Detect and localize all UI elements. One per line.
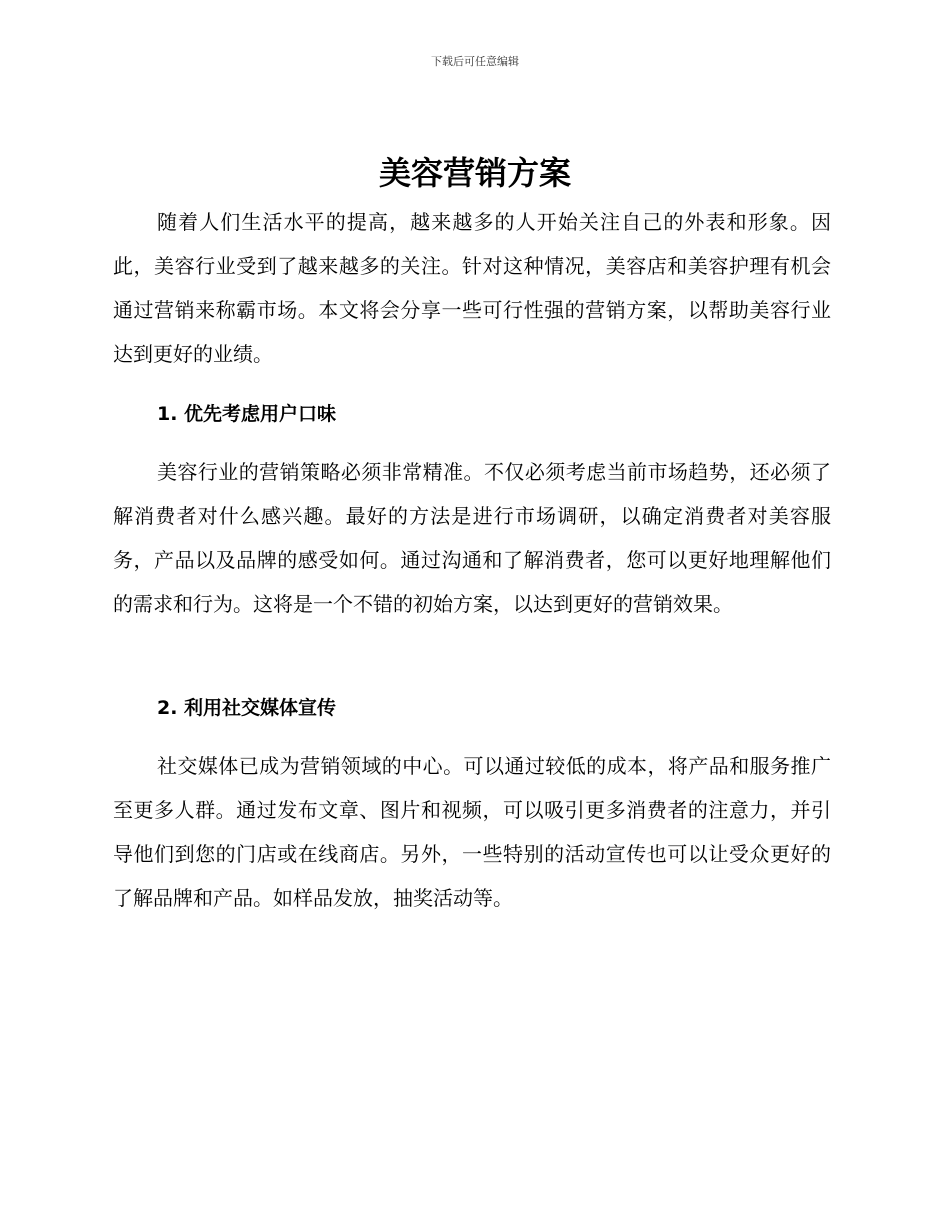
section-body-user-taste: 美容行业的营销策略必须非常精准。不仅必须考虑当前市场趋势，还必须了解消费者对什么感兴趣。最好的方法是进行市场调研，以确定消费者对美容服务，产品以及品牌的感受如何。通过沟通和了解消费者，您可以更好地理解他们的需求和行为。这将是一个不错的初始方案，以达到更好的营销效果。 bbox=[113, 460, 831, 616]
page-header-note: 下载后可任意编辑 bbox=[431, 55, 519, 68]
section-heading-social-media: 2. 利用社交媒体宣传 bbox=[157, 697, 337, 719]
intro-paragraph: 随着人们生活水平的提高，越来越多的人开始关注自己的外表和形象。因此，美容行业受到了越来越多的关注。针对这种情况，美容店和美容护理有机会通过营销来称霸市场。本文将会分享一些可行性强的营销方案，以帮助美容行业达到更好的业绩。 bbox=[113, 210, 831, 366]
section-body-social-media: 社交媒体已成为营销领域的中心。可以通过较低的成本，将产品和服务推广至更多人群。通过发布文章、图片和视频，可以吸引更多消费者的注意力，并引导他们到您的门店或在线商店。另外，一些特别的活动宣传也可以让受众更好的了解品牌和产品。如样品发放，抽奖活动等。 bbox=[113, 754, 831, 910]
document-title: 美容营销方案 bbox=[378, 154, 571, 192]
section-heading-user-taste: 1. 优先考虑用户口味 bbox=[157, 403, 337, 425]
